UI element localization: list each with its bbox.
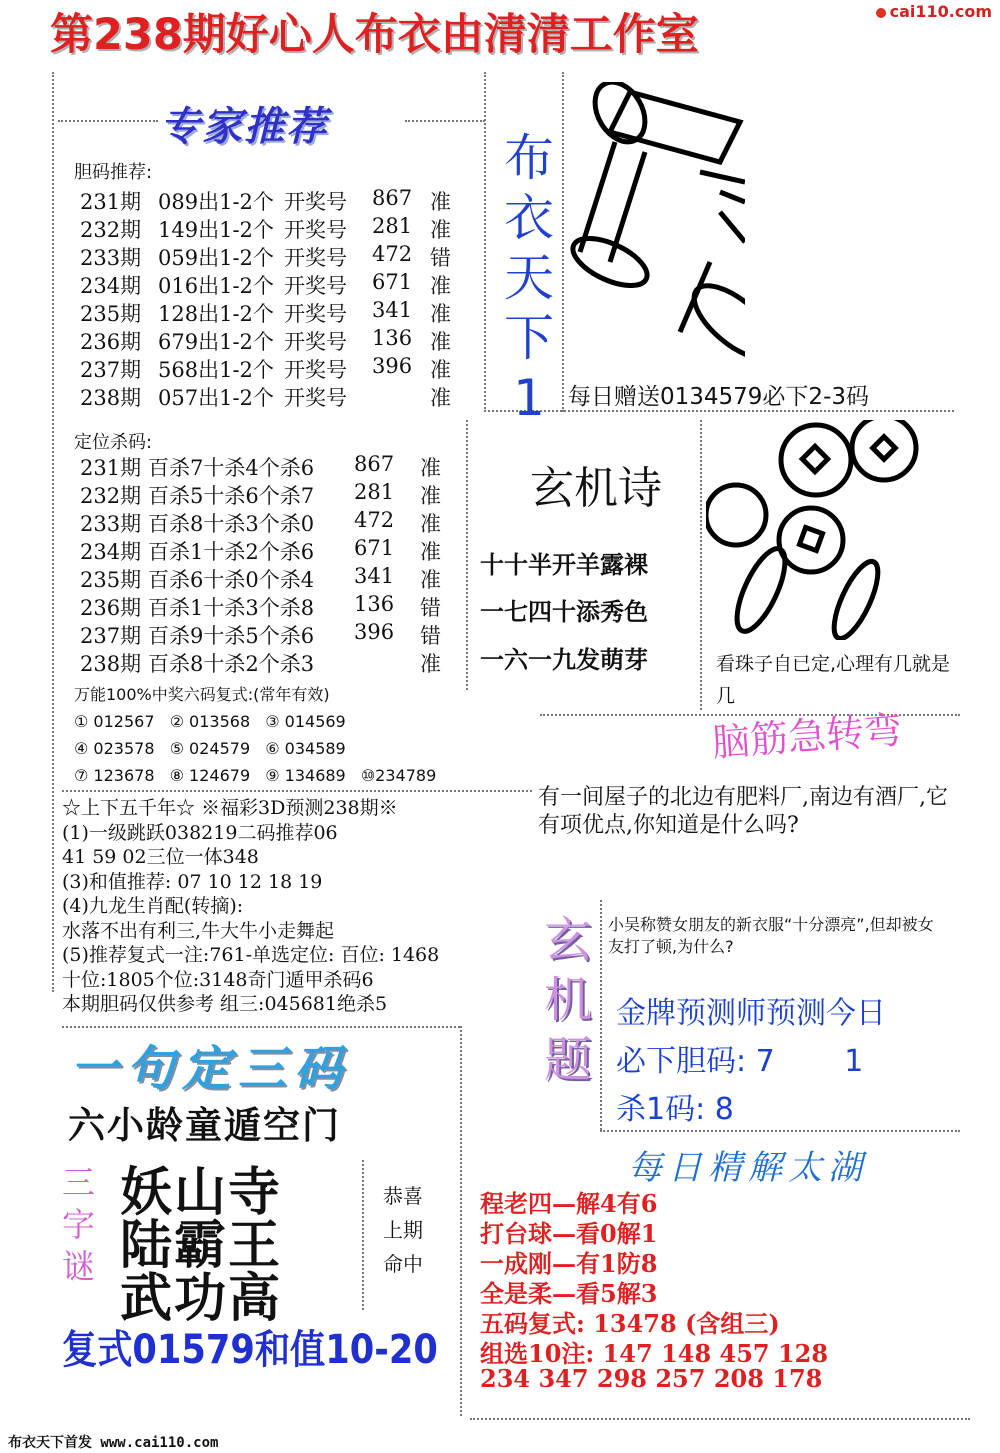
dan-result: 准 [430, 386, 451, 410]
kill-pick: 百杀8十杀3个杀0 [148, 512, 315, 536]
sixcode-row [74, 712, 356, 731]
buyi-char: 下 [504, 309, 554, 367]
kill-result: 准 [420, 568, 441, 592]
forecast-line: 41 59 02三位一体348 [62, 846, 259, 868]
big-digit-graphic [570, 82, 745, 372]
yiju-text: 六小龄童遁空门 [68, 1104, 341, 1147]
expert-heading: 专家推荐 [160, 104, 328, 150]
kill-row [80, 648, 500, 676]
congrats-text: 恭喜 [383, 1184, 423, 1208]
kill-period: 233期 [80, 512, 142, 536]
yiju-heading: 一句定三码 [70, 1041, 351, 1097]
riddle-label-char: 谜 [62, 1247, 95, 1286]
sixcode-item: ⑥ 034589 [265, 739, 346, 758]
dan-pick: 089出1-2个 [158, 190, 274, 214]
kill-result: 准 [420, 652, 441, 676]
sixcode-title: 万能100%中奖六码复式:(常年有效) [74, 685, 330, 704]
dan-row [80, 186, 500, 214]
sixcode-item: ① 012567 [74, 712, 155, 731]
forecast-block [62, 796, 532, 1017]
taihu-line: 程老四—解4有6 [480, 1189, 658, 1218]
gold-predictor-line: 金牌预测师预测今日 [616, 996, 886, 1031]
dan-row [80, 298, 500, 326]
buyi-char: 天 [504, 249, 554, 307]
kill-number: 281 [354, 480, 395, 504]
kill-pick: 百杀9十杀5个杀6 [148, 624, 315, 648]
kill-period: 237期 [80, 624, 142, 648]
page-title: 第238期好心人布衣由清清工作室 [50, 10, 699, 60]
forecast-line: 水落不出有利三,牛大牛小走舞起 [62, 919, 335, 942]
forecast-line: (3)和值推荐: 07 10 12 18 19 [62, 870, 323, 893]
beads-text: 看珠子自已定,心理有几就是几 [716, 653, 951, 707]
sixcode-row [74, 739, 356, 758]
taihu-line: 全是柔—看5解3 [480, 1279, 658, 1308]
poem-line: 一六一九发萌芽 [480, 646, 648, 674]
kill-row [80, 480, 500, 508]
dan-period: 236期 [80, 330, 142, 354]
taihu-line: 打台球—看0解1 [480, 1219, 658, 1248]
congrats-text: 上期 [383, 1218, 423, 1242]
dan-number: 671 [372, 270, 413, 294]
kill-result: 错 [420, 624, 441, 648]
xuanji-char: 机 [543, 972, 592, 1028]
divider [470, 1418, 970, 1420]
forecast-line: 本期胆码仅供参考 组三:045681绝杀5 [62, 993, 388, 1015]
dan-label: 胆码推荐: [74, 162, 153, 183]
divider [52, 72, 54, 992]
riddle-label [62, 1162, 95, 1288]
divider [58, 120, 158, 122]
kill-result: 准 [420, 484, 441, 508]
dan-result: 错 [430, 246, 451, 270]
dan-row [80, 354, 500, 382]
riddle-line: 武功高 [120, 1268, 283, 1329]
dan-number: 396 [372, 354, 413, 378]
dan-result: 准 [430, 358, 451, 382]
kill-result: 准 [420, 540, 441, 564]
dan-number: 281 [372, 214, 413, 238]
poem-line: 十十半开羊露裸 [480, 551, 648, 579]
kill-period: 231期 [80, 456, 142, 480]
kill-row [80, 536, 500, 564]
divider [600, 900, 602, 1130]
dan-period: 237期 [80, 358, 142, 382]
sixcode-item: ⑤ 024579 [169, 739, 251, 758]
kill-period: 232期 [80, 484, 142, 508]
taihu-line: 五码复式: 13478 (含组三) [480, 1309, 780, 1338]
kill-number: 867 [354, 452, 395, 476]
kill-pick: 百杀6十杀0个杀4 [148, 568, 315, 592]
dan-row [80, 382, 500, 410]
daily-gift-text: 每日赠送0134579必下2-3码 [568, 384, 869, 410]
dan-period: 232期 [80, 218, 142, 242]
divider [460, 1026, 462, 1416]
kill-pick: 百杀5十杀6个杀7 [148, 484, 315, 508]
gold-predictor-line: 杀1码: 8 [616, 1092, 734, 1127]
dan-number: 472 [372, 242, 413, 266]
kill-row [80, 564, 500, 592]
buyi-char: 1 [513, 369, 545, 427]
dan-result: 准 [430, 302, 451, 326]
dan-result: 准 [430, 218, 451, 242]
buyi-char: 衣 [504, 189, 554, 247]
logo-icon [876, 8, 886, 18]
buyi-char: 布 [504, 129, 554, 187]
buyi-vertical-title [494, 128, 564, 428]
dan-open-label: 开奖号 [284, 246, 347, 270]
dan-period: 233期 [80, 246, 142, 270]
kill-result: 错 [420, 596, 441, 620]
divider [600, 1130, 960, 1132]
sixcode-item: ⑨ 134689 [265, 766, 346, 785]
divider [362, 1160, 364, 1310]
dan-period: 231期 [80, 190, 142, 214]
dan-pick: 059出1-2个 [158, 246, 274, 270]
kill-period: 235期 [80, 568, 142, 592]
dan-row [80, 242, 500, 270]
forecast-line: ☆上下五千年☆ ※福彩3D预测238期※ [62, 797, 398, 819]
sixcode-item: ③ 014569 [265, 712, 346, 731]
dan-open-label: 开奖号 [284, 302, 347, 326]
forecast-line: 十位:1805个位:3148奇门遁甲杀码6 [62, 968, 374, 991]
compound-text: 复式01579和值10-20 [62, 1327, 438, 1373]
dan-open-label: 开奖号 [284, 358, 347, 382]
dan-result: 准 [430, 330, 451, 354]
poem-heading: 玄机诗 [530, 463, 662, 514]
dan-pick: 679出1-2个 [158, 330, 274, 354]
kill-period: 236期 [80, 596, 142, 620]
divider [62, 790, 532, 792]
dan-pick: 149出1-2个 [158, 218, 274, 242]
kill-number: 341 [354, 564, 395, 588]
kill-result: 准 [420, 512, 441, 536]
beads-graphic [706, 420, 956, 640]
dan-pick: 128出1-2个 [158, 302, 274, 326]
taihu-line: 组选10注: 147 148 457 128 [480, 1339, 829, 1368]
dan-number: 867 [372, 186, 413, 210]
kill-pick: 百杀1十杀2个杀6 [148, 540, 315, 564]
dan-number: 341 [372, 298, 413, 322]
dan-result: 准 [430, 190, 451, 214]
kill-row [80, 620, 500, 648]
dan-row [80, 214, 500, 242]
riddle-line: 陆霸王 [120, 1215, 283, 1276]
kill-pick: 百杀7十杀4个杀6 [148, 456, 315, 480]
brain-teaser-heading: 脑筋急转弯 [710, 707, 904, 765]
dan-period: 235期 [80, 302, 142, 326]
kill-pick: 百杀8十杀2个杀3 [148, 652, 315, 676]
dan-open-label: 开奖号 [284, 330, 347, 354]
kill-number: 472 [354, 508, 395, 532]
forecast-line: (4)九龙生肖配(转摘): [62, 895, 244, 917]
divider [405, 120, 485, 122]
riddle-label-char: 字 [62, 1205, 95, 1244]
kill-number: 671 [354, 536, 395, 560]
kill-period: 238期 [80, 652, 142, 676]
xuanji-vertical-title [538, 910, 598, 1090]
dan-pick: 057出1-2个 [158, 386, 274, 410]
kill-row [80, 592, 500, 620]
taihu-line: 234 347 298 257 208 178 [480, 1364, 823, 1393]
kill-number: 136 [354, 592, 395, 616]
dan-open-label: 开奖号 [284, 218, 347, 242]
dan-number: 136 [372, 326, 413, 350]
forecast-line: (1)一级跳跃038219二码推荐06 [62, 821, 338, 844]
dan-row [80, 326, 500, 354]
dan-result: 准 [430, 274, 451, 298]
xuanji-question: 小吴称赞女朋友的新衣服“十分漂亮”,但却被女友打了顿,为什么? [608, 915, 934, 956]
dan-period: 234期 [80, 274, 142, 298]
kill-result: 准 [420, 456, 441, 480]
kill-row [80, 452, 500, 480]
kill-row [80, 508, 500, 536]
dan-row [80, 270, 500, 298]
gold-predictor-line: 必下胆码: 7 1 [616, 1044, 864, 1079]
sixcode-item: ⑧ 124679 [169, 766, 251, 785]
sixcode-item: ② 013568 [169, 712, 251, 731]
congrats-text: 命中 [383, 1252, 423, 1276]
dan-pick: 016出1-2个 [158, 274, 274, 298]
site-logo-text: cai110.com [889, 2, 992, 21]
dan-open-label: 开奖号 [284, 190, 347, 214]
taihu-heading: 每日精解太湖 [628, 1148, 868, 1188]
sixcode-item: ⑩234789 [360, 766, 437, 785]
footer-text: 布衣天下首发 www.cai110.com [8, 1435, 219, 1451]
xuanji-char: 题 [543, 1032, 592, 1088]
dan-open-label: 开奖号 [284, 386, 347, 410]
forecast-line: (5)推荐复式一注:761-单选定位: 百位: 1468 [62, 944, 440, 966]
sixcode-item: ④ 023578 [74, 739, 155, 758]
xuanji-char: 玄 [543, 912, 592, 968]
sixcode-item: ⑦ 123678 [74, 766, 155, 785]
dan-pick: 568出1-2个 [158, 358, 274, 382]
brain-teaser-text: 有一间屋子的北边有肥料厂,南边有酒厂,它有项优点,你知道是什么吗? [538, 785, 948, 838]
kill-label: 定位杀码: [74, 432, 153, 453]
kill-pick: 百杀1十杀3个杀8 [148, 596, 315, 620]
riddle-label-char: 三 [62, 1163, 95, 1202]
kill-period: 234期 [80, 540, 142, 564]
poem-line: 一七四十添秀色 [480, 598, 648, 626]
divider [700, 420, 702, 710]
dan-period: 238期 [80, 386, 142, 410]
riddle-line: 妖山寺 [120, 1162, 283, 1223]
dan-open-label: 开奖号 [284, 274, 347, 298]
kill-number: 396 [354, 620, 395, 644]
site-logo[interactable] [876, 2, 992, 21]
divider [62, 1026, 460, 1028]
sixcode-row [74, 766, 446, 785]
taihu-line: 一成刚—有1防8 [480, 1249, 658, 1278]
